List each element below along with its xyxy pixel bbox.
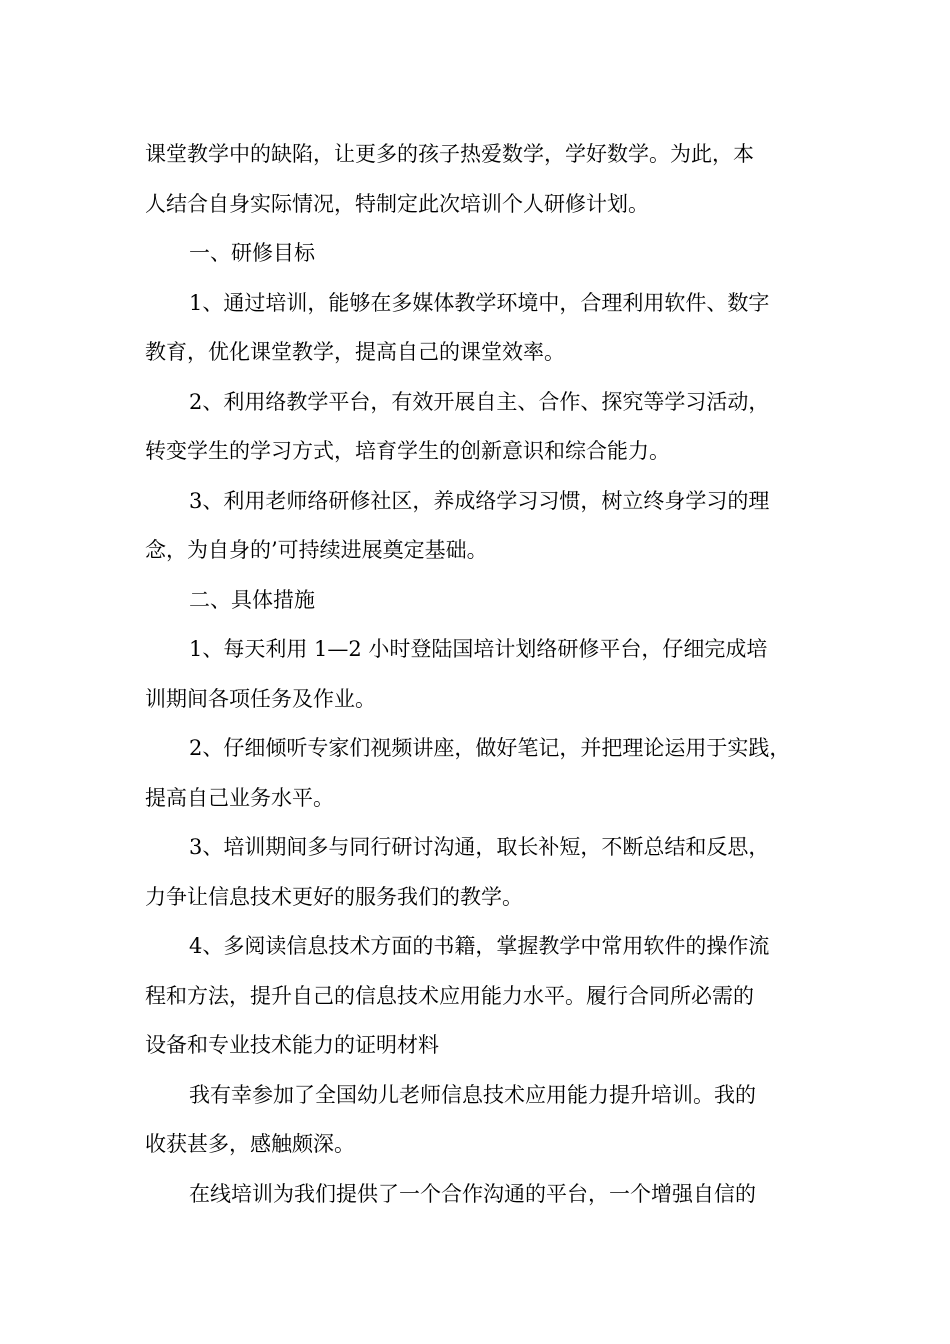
text-line: 1、每天利用 1—2 小时登陆国培计划络研修平台，仔细完成培 xyxy=(189,637,768,661)
text-line: 课堂教学中的缺陷，让更多的孩子热爱数学，学好数学。为此，本 xyxy=(145,142,754,166)
text-line: 4、多阅读信息技术方面的书籍，掌握教学中常用软件的操作流 xyxy=(189,934,770,958)
text-line: 3、利用老师络研修社区，养成络学习习惯，树立终身学习的理 xyxy=(189,488,770,513)
text-line: 在线培训为我们提供了一个合作沟通的平台，一个增强自信的 xyxy=(189,1181,756,1206)
text-line: 二、具体措施 xyxy=(189,587,315,612)
text-line: 教育，优化课堂教学，提高自己的课堂效率。 xyxy=(145,340,565,364)
text-line: 人结合自身实际情况，特制定此次培训个人研修计划。 xyxy=(145,191,649,216)
text-line: 训期间各项任务及作业。 xyxy=(145,686,376,711)
text-line: 设备和专业技术能力的证明材料 xyxy=(145,1033,439,1057)
text-line: 收获甚多，感触颇深。 xyxy=(145,1132,355,1156)
text-line: 3、培训期间多与同行研讨沟通，取长补短，不断总结和反思， xyxy=(189,835,770,859)
text-line: 提高自己业务水平。 xyxy=(145,785,334,810)
text-line: 程和方法，提升自己的信息技术应用能力水平。履行合同所必需的 xyxy=(145,983,754,1008)
text-line: 1、通过培训，能够在多媒体教学环境中，合理利用软件、数字 xyxy=(189,290,770,315)
text-line: 念，为自身的’可持续进展奠定基础。 xyxy=(145,538,488,562)
text-line: 力争让信息技术更好的服务我们的教学。 xyxy=(145,884,523,909)
text-line: 一、研修目标 xyxy=(189,241,315,265)
text-line: 2、仔细倾听专家们视频讲座，做好笔记，并把理论运用于实践， xyxy=(189,736,791,760)
document-body xyxy=(145,130,810,1219)
text-line: 我有幸参加了全国幼儿老师信息技术应用能力提升培训。我的 xyxy=(189,1082,756,1107)
text-line: 转变学生的学习方式，培育学生的创新意识和综合能力。 xyxy=(145,439,670,463)
text-line: 2、利用络教学平台，有效开展自主、合作、探究等学习活动， xyxy=(189,389,770,414)
